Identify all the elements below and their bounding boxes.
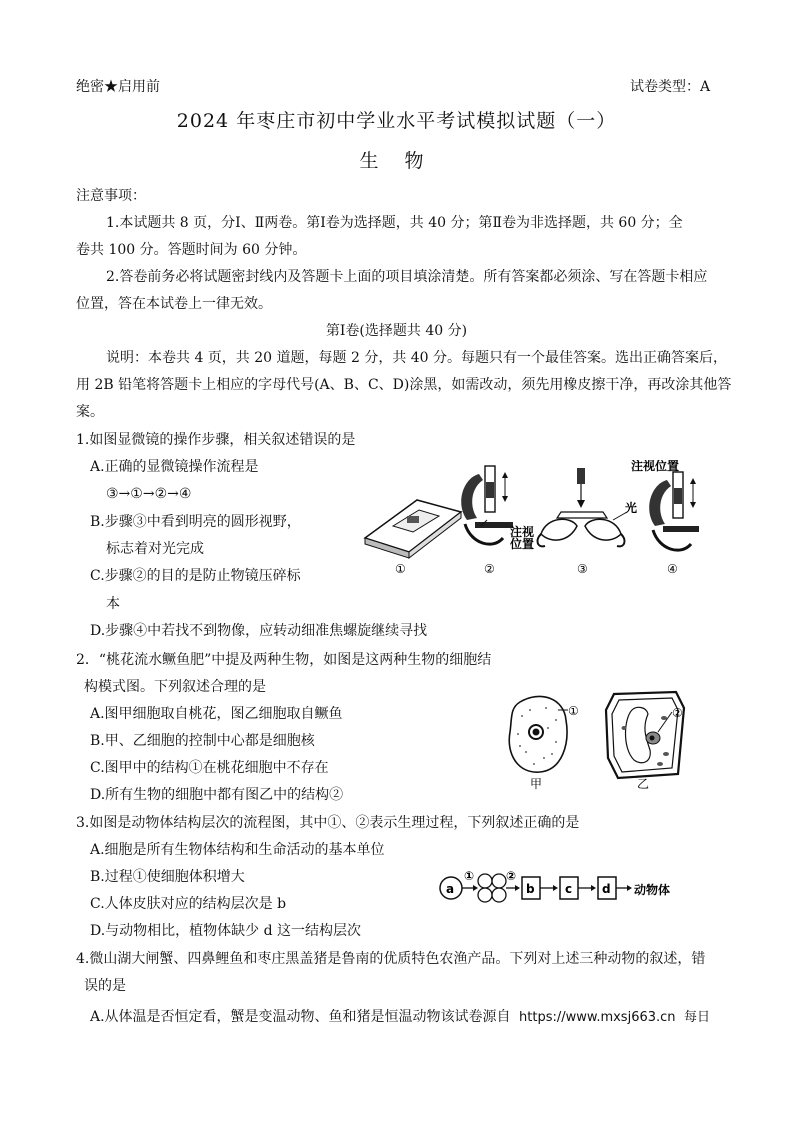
q2-stem-line2: 构模式图。下列叙述合理的是 xyxy=(84,679,266,695)
light-label: 光 xyxy=(625,501,638,515)
process-2-marker: ② xyxy=(506,869,517,883)
animal-cell-drawing xyxy=(509,696,568,772)
step1-number: ① xyxy=(395,562,406,576)
flow-node-b: b xyxy=(526,882,535,896)
step2-number: ② xyxy=(484,562,495,576)
q1-option-c: C.步骤②的目的是防止物镜压碎标 xyxy=(90,568,301,584)
q4-stem-line1: 4.微山湖大闸蟹、四鼻鲤鱼和枣庄黑盖猪是鲁南的优质特色农渔产品。下列对上述三种动物的叙述，错 xyxy=(76,951,706,967)
q4-option-a xyxy=(90,1007,710,1028)
flow-node-a: a xyxy=(446,882,455,896)
animal-cell-label: 甲 xyxy=(530,777,543,791)
notes-heading: 注意事项： xyxy=(76,188,146,204)
q3-option-b: B.过程①使细胞体积增大 xyxy=(90,869,245,885)
q3-option-c: C.人体皮肤对应的结构层次是 b xyxy=(90,896,287,912)
q4-option-a-text: A.从体温是否恒定看，蟹是变温动物、鱼和猪是恒温动物 xyxy=(90,1009,441,1025)
part1-heading: 第Ⅰ卷(选择题共 40 分) xyxy=(325,323,468,339)
q1-stem: 1.如图显微镜的操作步骤，相关叙述错误的是 xyxy=(76,432,356,448)
cell-diagram-figure xyxy=(500,688,700,796)
q2-option-d: D.所有生物的细胞中都有图乙中的结构② xyxy=(90,787,344,803)
process-1-marker: ① xyxy=(464,869,475,883)
q2-option-a: A.图甲细胞取自桃花，图乙细胞取自鳜鱼 xyxy=(90,706,343,722)
q1-option-d: D.步骤④中若找不到物像，应转动细准焦螺旋继续寻找 xyxy=(90,623,428,639)
step3-number: ③ xyxy=(577,562,588,576)
structure-2-marker: ② xyxy=(672,706,683,720)
q3-option-d: D.与动物相比，植物体缺少 d 这一结构层次 xyxy=(90,923,362,939)
paper-type-label: 试卷类型：A xyxy=(630,79,711,95)
q3-option-a: A.细胞是所有生物体结构和生命活动的基本单位 xyxy=(90,842,385,858)
watch-position-label-side-2: 位置 xyxy=(510,537,535,551)
part1-desc-line3: 案。 xyxy=(76,404,104,420)
confidential-label: 绝密★启用前 xyxy=(76,79,160,95)
plant-cell-label: 乙 xyxy=(637,777,650,791)
q1-option-a-cont: ③→①→②→④ xyxy=(106,486,192,502)
step1-stage-drawing xyxy=(365,500,461,558)
step4-microscope-drawing xyxy=(649,472,699,550)
part1-desc-line1: 说明：本卷共 4 页，共 20 道题，每题 2 分，共 40 分。每题只有一个最佳答案。选出正确答案后， xyxy=(106,350,728,366)
flow-end-animal: 动物体 xyxy=(634,883,671,897)
microscope-steps-figure xyxy=(355,460,715,576)
q3-stem: 3.如图是动物体结构层次的流程图，其中①、②表示生理过程，下列叙述正确的是 xyxy=(76,815,580,831)
q1-option-a: A.正确的显微镜操作流程是 xyxy=(90,459,259,475)
source-prefix: 该试卷源自 xyxy=(440,1009,511,1025)
subject-title: 生 物 xyxy=(359,150,434,172)
notes-item2-line2: 位置，答在本试卷上一律无效。 xyxy=(76,296,272,312)
structure-1-marker: ① xyxy=(568,704,579,718)
plant-cell-drawing xyxy=(606,692,684,778)
source-link[interactable]: https://www.mxsj663.cn xyxy=(519,1010,676,1025)
q2-stem-line1: 2．“桃花流水鳜鱼肥”中提及两种生物，如图是这两种生物的细胞结 xyxy=(76,652,492,668)
cell-cluster-drawing xyxy=(478,874,506,902)
source-suffix: 每日 xyxy=(683,1010,710,1025)
watch-position-label-top: 注视位置 xyxy=(631,460,680,473)
notes-item1-line2: 卷共 100 分。答题时间为 60 分钟。 xyxy=(76,242,307,258)
step4-number: ④ xyxy=(667,562,678,576)
structure-levels-flow-figure xyxy=(436,868,706,908)
notes-item2-line1: 2.答卷前务必将试题密封线内及答题卡上面的项目填涂清楚。所有答案都必须涂、写在答题卡相应 xyxy=(106,269,708,285)
q4-stem-line2: 误的是 xyxy=(84,978,126,994)
flow-node-d: d xyxy=(602,882,611,896)
q1-option-b: B.步骤③中看到明亮的圆形视野， xyxy=(90,514,301,530)
watch-position-label-side-1: 注视 xyxy=(510,525,535,539)
step3-hands-drawing xyxy=(538,468,627,546)
step2-microscope-drawing xyxy=(461,466,513,544)
exam-title: 2024 年枣庄市初中学业水平考试模拟试题（一） xyxy=(176,110,617,132)
q1-option-c-cont: 本 xyxy=(106,596,120,612)
q1-option-b-cont: 标志着对光完成 xyxy=(106,541,204,557)
q2-option-b: B.甲、乙细胞的控制中心都是细胞核 xyxy=(90,733,315,749)
part1-desc-line2: 用 2B 铅笔将答题卡上相应的字母代号(A、B、C、D)涂黑，如需改动，须先用橡皮擦干净，再改涂其他答 xyxy=(76,377,732,393)
q2-option-c: C.图甲中的结构①在桃花细胞中不存在 xyxy=(90,760,329,776)
flow-node-c: c xyxy=(565,882,573,896)
notes-item1-line1: 1.本试题共 8 页，分Ⅰ、Ⅱ两卷。第Ⅰ卷为选择题，共 40 分；第Ⅱ卷为非选择题，共 60 分；全 xyxy=(106,215,683,231)
